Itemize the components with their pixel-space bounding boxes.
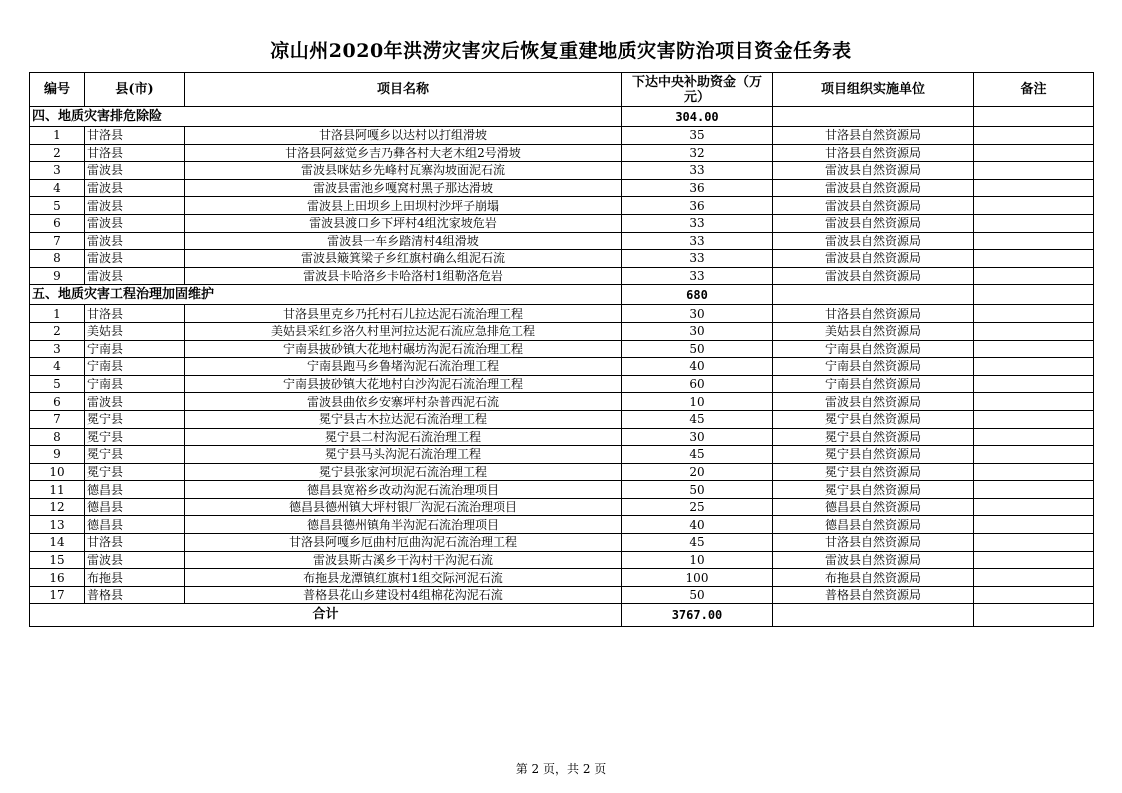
section-title: 五、地质灾害工程治理加固维护 [30,285,622,305]
cell-unit: 甘洛县自然资源局 [773,305,974,323]
page-footer: 第 2 页，共 2 页 [515,762,607,776]
cell-project: 雷波县簸箕梁子乡红旗村确么组泥石流 [185,250,622,268]
cell-project: 宁南县披砂镇大花地村碾坊沟泥石流治理工程 [185,340,622,358]
table-row [30,358,1094,376]
cell-fund: 40 [622,358,773,376]
cell-county: 雷波县 [85,197,185,215]
page-title: 凉山州2020年洪涝灾害灾后恢复重建地质灾害防治项目资金任务表 [270,40,852,62]
cell-remark [974,358,1094,376]
total-label: 合计 [30,604,622,627]
total-unit-cell [773,604,974,627]
cell-fund: 32 [622,144,773,162]
cell-unit: 雷波县自然资源局 [773,162,974,180]
header-fund: 下达中央补助资金（万元） [622,73,773,107]
cell-no: 3 [30,340,85,358]
cell-county: 德昌县 [85,481,185,499]
cell-project: 雷波县咪姑乡先峰村瓦寨沟坡面泥石流 [185,162,622,180]
cell-project: 宁南县披砂镇大花地村白沙沟泥石流治理工程 [185,375,622,393]
cell-county: 冕宁县 [85,428,185,446]
cell-project: 雷波县渡口乡下坪村4组沈家坡危岩 [185,214,622,232]
table-row [30,144,1094,162]
funding-table [29,72,1094,627]
cell-no: 7 [30,232,85,250]
table-row [30,197,1094,215]
cell-fund: 45 [622,410,773,428]
cell-unit: 宁南县自然资源局 [773,375,974,393]
section-amount: 304.00 [622,107,773,127]
table-row [30,586,1094,604]
cell-remark [974,551,1094,569]
cell-remark [974,144,1094,162]
cell-remark [974,516,1094,534]
cell-unit: 普格县自然资源局 [773,586,974,604]
cell-no: 5 [30,375,85,393]
table-row [30,463,1094,481]
cell-unit: 雷波县自然资源局 [773,393,974,411]
table-row [30,446,1094,464]
cell-remark [974,162,1094,180]
table-row [30,551,1094,569]
cell-project: 甘洛县阿嘎乡厄曲村厄曲沟泥石流治理工程 [185,534,622,552]
cell-county: 甘洛县 [85,534,185,552]
section-amount: 680 [622,285,773,305]
cell-project: 甘洛县阿嘎乡以达村以打组滑坡 [185,127,622,145]
cell-no: 12 [30,498,85,516]
cell-county: 雷波县 [85,214,185,232]
cell-unit: 雷波县自然资源局 [773,179,974,197]
table-row [30,375,1094,393]
cell-project: 冕宁县古木拉达泥石流治理工程 [185,410,622,428]
cell-project: 雷波县一车乡踏清村4组滑坡 [185,232,622,250]
cell-fund: 20 [622,463,773,481]
cell-fund: 30 [622,305,773,323]
cell-county: 德昌县 [85,516,185,534]
cell-unit: 冕宁县自然资源局 [773,463,974,481]
cell-remark [974,267,1094,285]
cell-no: 13 [30,516,85,534]
cell-county: 冕宁县 [85,463,185,481]
cell-unit: 雷波县自然资源局 [773,214,974,232]
cell-county: 雷波县 [85,232,185,250]
cell-county: 普格县 [85,586,185,604]
table-row [30,393,1094,411]
cell-project: 美姑县采红乡洛久村里河拉达泥石流应急排危工程 [185,322,622,340]
table-row [30,428,1094,446]
cell-remark [974,428,1094,446]
cell-unit: 德昌县自然资源局 [773,516,974,534]
cell-remark [974,214,1094,232]
cell-no: 4 [30,179,85,197]
cell-project: 甘洛县里克乡乃托村石儿拉达泥石流治理工程 [185,305,622,323]
cell-county: 雷波县 [85,179,185,197]
cell-remark [974,498,1094,516]
header-remark: 备注 [974,73,1094,107]
table-row [30,498,1094,516]
cell-fund: 10 [622,551,773,569]
table-row [30,481,1094,499]
cell-fund: 100 [622,569,773,587]
cell-unit: 美姑县自然资源局 [773,322,974,340]
table-row [30,322,1094,340]
cell-unit: 冕宁县自然资源局 [773,428,974,446]
cell-county: 甘洛县 [85,305,185,323]
total-row [30,604,1094,627]
cell-unit: 雷波县自然资源局 [773,250,974,268]
cell-no: 9 [30,267,85,285]
cell-no: 14 [30,534,85,552]
cell-remark [974,410,1094,428]
table-row [30,340,1094,358]
cell-county: 雷波县 [85,393,185,411]
cell-remark [974,375,1094,393]
table-row [30,410,1094,428]
cell-county: 雷波县 [85,267,185,285]
table-row [30,179,1094,197]
cell-project: 德昌县宽裕乡改动沟泥石流治理项目 [185,481,622,499]
table-row [30,162,1094,180]
cell-county: 宁南县 [85,375,185,393]
cell-fund: 45 [622,446,773,464]
header-no: 编号 [30,73,85,107]
cell-remark [974,569,1094,587]
table-row [30,232,1094,250]
cell-project: 雷波县上田坝乡上田坝村沙坪子崩塌 [185,197,622,215]
cell-no: 8 [30,428,85,446]
cell-county: 宁南县 [85,340,185,358]
cell-remark [974,481,1094,499]
cell-project: 甘洛县阿兹觉乡吉乃彝各村大老木组2号滑坡 [185,144,622,162]
cell-fund: 45 [622,534,773,552]
cell-fund: 33 [622,162,773,180]
cell-unit: 雷波县自然资源局 [773,267,974,285]
cell-remark [974,393,1094,411]
section-remark-cell [974,285,1094,305]
cell-no: 17 [30,586,85,604]
cell-no: 9 [30,446,85,464]
cell-county: 甘洛县 [85,127,185,145]
cell-fund: 35 [622,127,773,145]
cell-project: 冕宁县张家河坝泥石流治理工程 [185,463,622,481]
cell-fund: 60 [622,375,773,393]
cell-project: 冕宁县二村沟泥石流治理工程 [185,428,622,446]
cell-county: 冕宁县 [85,410,185,428]
cell-remark [974,305,1094,323]
table-row [30,516,1094,534]
cell-unit: 雷波县自然资源局 [773,197,974,215]
table-header-row [30,73,1094,107]
cell-no: 11 [30,481,85,499]
cell-fund: 50 [622,481,773,499]
cell-unit: 冕宁县自然资源局 [773,481,974,499]
cell-remark [974,463,1094,481]
cell-no: 16 [30,569,85,587]
cell-no: 5 [30,197,85,215]
cell-remark [974,232,1094,250]
table-row [30,534,1094,552]
cell-no: 3 [30,162,85,180]
cell-no: 1 [30,127,85,145]
cell-unit: 雷波县自然资源局 [773,232,974,250]
cell-project: 德昌县德州镇角半沟泥石流治理项目 [185,516,622,534]
cell-project: 雷波县斯古溪乡干沟村干沟泥石流 [185,551,622,569]
table-row [30,250,1094,268]
cell-unit: 冕宁县自然资源局 [773,410,974,428]
header-county: 县(市) [85,73,185,107]
section-remark-cell [974,107,1094,127]
section-title: 四、地质灾害排危除险 [30,107,622,127]
cell-fund: 30 [622,428,773,446]
cell-project: 普格县花山乡建设村4组棉花沟泥石流 [185,586,622,604]
section-row [30,285,1094,305]
cell-unit: 布拖县自然资源局 [773,569,974,587]
cell-fund: 33 [622,267,773,285]
cell-remark [974,250,1094,268]
cell-fund: 10 [622,393,773,411]
cell-no: 8 [30,250,85,268]
cell-remark [974,586,1094,604]
cell-unit: 雷波县自然资源局 [773,551,974,569]
cell-remark [974,197,1094,215]
cell-fund: 40 [622,516,773,534]
total-amount: 3767.00 [622,604,773,627]
cell-remark [974,446,1094,464]
cell-project: 雷波县卡哈洛乡卡哈洛村1组勒洛危岩 [185,267,622,285]
cell-county: 雷波县 [85,551,185,569]
cell-no: 2 [30,144,85,162]
cell-fund: 36 [622,197,773,215]
cell-remark [974,322,1094,340]
cell-unit: 宁南县自然资源局 [773,340,974,358]
cell-project: 布拖县龙潭镇红旗村1组交际河泥石流 [185,569,622,587]
cell-fund: 50 [622,340,773,358]
total-remark-cell [974,604,1094,627]
cell-county: 雷波县 [85,250,185,268]
cell-county: 冕宁县 [85,446,185,464]
table-row [30,127,1094,145]
cell-county: 宁南县 [85,358,185,376]
cell-county: 甘洛县 [85,144,185,162]
cell-fund: 50 [622,586,773,604]
table-row [30,569,1094,587]
cell-county: 德昌县 [85,498,185,516]
cell-project: 宁南县跑马乡鲁堵沟泥石流治理工程 [185,358,622,376]
cell-fund: 36 [622,179,773,197]
cell-remark [974,179,1094,197]
cell-no: 1 [30,305,85,323]
cell-unit: 宁南县自然资源局 [773,358,974,376]
cell-unit: 冕宁县自然资源局 [773,446,974,464]
cell-unit: 德昌县自然资源局 [773,498,974,516]
cell-no: 4 [30,358,85,376]
cell-fund: 33 [622,214,773,232]
cell-county: 美姑县 [85,322,185,340]
cell-unit: 甘洛县自然资源局 [773,534,974,552]
table-row [30,305,1094,323]
cell-project: 冕宁县马头沟泥石流治理工程 [185,446,622,464]
cell-fund: 33 [622,250,773,268]
cell-no: 15 [30,551,85,569]
cell-fund: 30 [622,322,773,340]
cell-no: 6 [30,393,85,411]
cell-project: 雷波县曲依乡安寨坪村杂普西泥石流 [185,393,622,411]
section-row [30,107,1094,127]
cell-project: 雷波县雷池乡嘎窝村黑子那达滑坡 [185,179,622,197]
cell-remark [974,534,1094,552]
cell-no: 10 [30,463,85,481]
cell-unit: 甘洛县自然资源局 [773,127,974,145]
cell-no: 2 [30,322,85,340]
header-unit: 项目组织实施单位 [773,73,974,107]
section-unit-cell [773,285,974,305]
table-row [30,214,1094,232]
cell-remark [974,127,1094,145]
section-unit-cell [773,107,974,127]
cell-fund: 33 [622,232,773,250]
table-body [30,107,1094,604]
cell-no: 7 [30,410,85,428]
cell-remark [974,340,1094,358]
cell-project: 德昌县德州镇大坪村银厂沟泥石流治理项目 [185,498,622,516]
table-row [30,267,1094,285]
cell-unit: 甘洛县自然资源局 [773,144,974,162]
cell-fund: 25 [622,498,773,516]
cell-county: 布拖县 [85,569,185,587]
cell-no: 6 [30,214,85,232]
header-project: 项目名称 [185,73,622,107]
cell-county: 雷波县 [85,162,185,180]
